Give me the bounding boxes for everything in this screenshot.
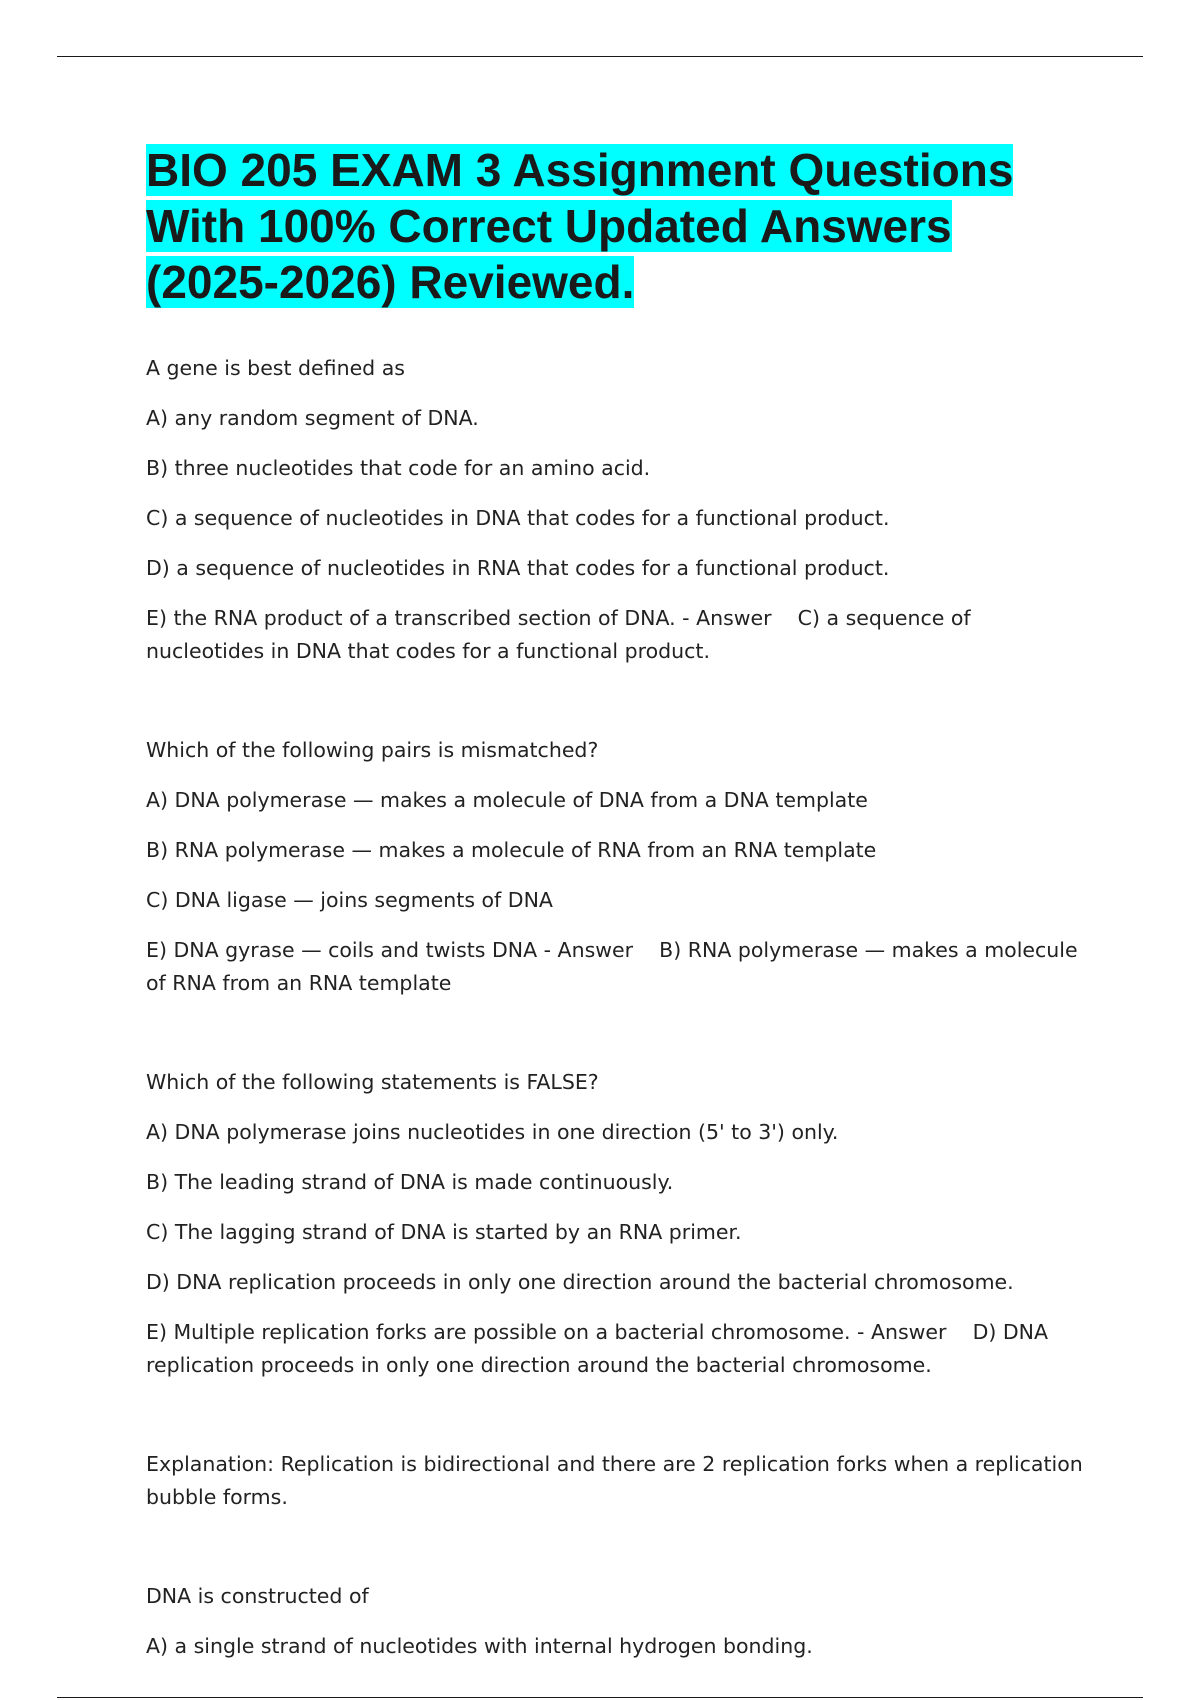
answer-option: B) The leading strand of DNA is made continuously. (146, 1170, 674, 1194)
question-block (146, 1580, 1091, 1663)
bottom-rule (57, 1697, 1143, 1698)
title-highlight: BIO 205 EXAM 3 Assignment Questions With 100% Correct Updated Answers (2025-2026) Reviewed. (146, 144, 1014, 308)
correct-answer: C) a sequence of nucleotides in DNA that codes for a functional product. (146, 606, 971, 663)
answer-option: B) three nucleotides that code for an amino acid. (146, 456, 651, 480)
last-option: E) DNA gyrase — coils and twists DNA - Answer (146, 938, 634, 962)
question-block (146, 1066, 1091, 1382)
last-option: E) Multiple replication forks are possible on a bacterial chromosome. - Answer (146, 1320, 947, 1344)
answer-option: A) a single strand of nucleotides with internal hydrogen bonding. (146, 1634, 813, 1658)
answer-option: C) DNA ligase — joins segments of DNA (146, 888, 553, 912)
correct-answer: B) RNA polymerase — makes a molecule of RNA from an RNA template (146, 938, 1078, 995)
question-stem: DNA is constructed of (146, 1584, 369, 1608)
answer-option-with-answer (146, 934, 1091, 1000)
document-title (146, 142, 1091, 310)
document-body (146, 142, 1091, 1663)
answer-option-with-answer (146, 1316, 1091, 1382)
last-option: E) the RNA product of a transcribed section of DNA. - Answer (146, 606, 772, 630)
question-block (146, 352, 1091, 668)
answer-option: D) DNA replication proceeds in only one direction around the bacterial chromosome. (146, 1270, 1014, 1294)
answer-option: A) any random segment of DNA. (146, 406, 479, 430)
answer-option: B) RNA polymerase — makes a molecule of RNA from an RNA template (146, 838, 877, 862)
answer-option: D) a sequence of nucleotides in RNA that codes for a functional product. (146, 556, 890, 580)
question-stem: A gene is best defined as (146, 356, 405, 380)
top-rule (57, 56, 1143, 57)
answer-option: C) The lagging strand of DNA is started by an RNA primer. (146, 1220, 742, 1244)
explanation-text: Explanation: Replication is bidirectional and there are 2 replication forks when a replication bubble forms. (146, 1452, 1083, 1509)
answer-option: A) DNA polymerase — makes a molecule of DNA from a DNA template (146, 788, 868, 812)
explanation-block (146, 1448, 1091, 1514)
answer-option: A) DNA polymerase joins nucleotides in one direction (5' to 3') only. (146, 1120, 839, 1144)
question-stem: Which of the following statements is FALSE? (146, 1070, 599, 1094)
question-block (146, 734, 1091, 1000)
correct-answer: D) DNA replication proceeds in only one direction around the bacterial chromosome. (146, 1320, 1049, 1377)
answer-option-with-answer (146, 602, 1091, 668)
answer-option: C) a sequence of nucleotides in DNA that codes for a functional product. (146, 506, 890, 530)
question-stem: Which of the following pairs is mismatched? (146, 738, 599, 762)
